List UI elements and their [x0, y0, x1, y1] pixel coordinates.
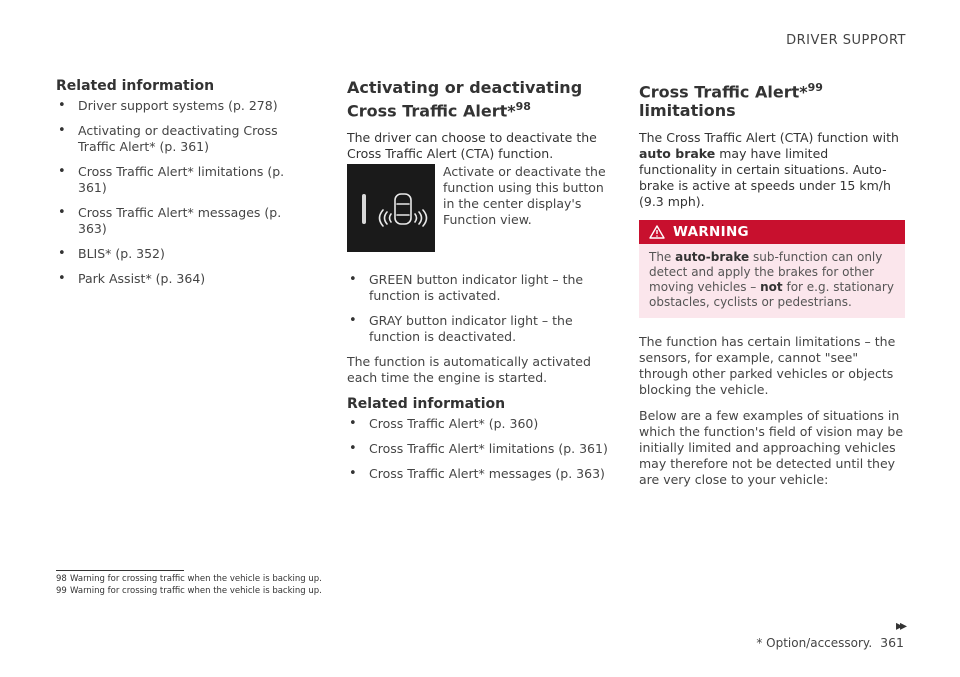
activate-cta-lead: The driver can choose to deactivate the Cross Traffic Alert (CTA) function. — [347, 130, 597, 162]
indicator-states-list — [347, 272, 612, 345]
auto-activation-text: The function is automatically activated each time the engine is started. — [347, 354, 591, 386]
warning-triangle-icon — [649, 225, 665, 239]
related-link-cta[interactable]: • Cross Traffic Alert* (p. 360) — [347, 416, 612, 432]
related-link-park-assist[interactable]: • Park Assist* (p. 364) — [56, 271, 306, 287]
related-info-heading-2: Related information — [347, 396, 506, 413]
cta-function-button-image — [347, 164, 435, 252]
related-link-driver-support[interactable]: • Driver support systems (p. 278) — [56, 98, 306, 114]
related-link-cta-limitations[interactable]: • Cross Traffic Alert* limitations (p. 361) — [56, 164, 306, 196]
footnote-divider — [56, 570, 184, 571]
cta-limitations-column — [639, 78, 905, 498]
cta-limitations-lead: The Cross Traffic Alert (CTA) function with auto brake may have limited functionality in certain situations. Auto-brake is active at speeds under 15 km/h (9.3 mph). — [639, 130, 899, 210]
section-header: DRIVER SUPPORT — [786, 33, 906, 48]
warning-title: WARNING — [673, 224, 749, 241]
warning-header — [639, 220, 905, 244]
field-of-vision-paragraph: Below are a few examples of situations in which the function's field of vision may be initially limited and approaching vehicles may therefore not be detected until they are very close to your vehicle: — [639, 408, 904, 488]
page-footer — [756, 635, 904, 650]
page-number: 361 — [880, 635, 904, 650]
related-info-list — [56, 98, 306, 287]
related-link-cta-limitations-2[interactable]: • Cross Traffic Alert* limitations (p. 361) — [347, 441, 612, 457]
related-info-column — [56, 78, 306, 296]
indicator-light — [362, 194, 366, 224]
related-link-blis[interactable]: • BLIS* (p. 352) — [56, 246, 306, 262]
warning-box — [639, 220, 905, 318]
footnote-ref-99[interactable]: 99 — [807, 81, 823, 94]
activate-cta-column — [347, 78, 612, 491]
related-info-list-2 — [347, 416, 612, 482]
related-info-heading: Related information — [56, 78, 215, 94]
footnote-98: 98 Warning for crossing traffic when the vehicle is backing up. — [56, 574, 322, 584]
related-link-cta-messages[interactable]: • Cross Traffic Alert* messages (p. 363) — [56, 205, 306, 237]
related-link-activate-cta[interactable]: • Activating or deactivating Cross Traffic Alert* (p. 361) — [56, 123, 306, 155]
footnote-99: 99 Warning for crossing traffic when the vehicle is backing up. — [56, 586, 322, 596]
limitations-paragraph: The function has certain limitations – the sensors, for example, cannot "see" through other parked vehicles or objects blocking the vehicle. — [639, 334, 896, 398]
next-page-arrows-icon[interactable]: ▸▸ — [895, 618, 904, 634]
figure-caption: Activate or deactivate the function using this button in the center display's Function view. — [443, 164, 606, 228]
option-accessory-note: * Option/accessory. — [756, 636, 873, 650]
warning-text: The auto-brake sub-function can only detect and apply the brakes for other moving vehicles – not for e.g. stationary obstacles, cyclists or pedestrians. — [649, 250, 894, 310]
cta-limitations-title: Cross Traffic Alert*$^{99}$ limitations — [639, 81, 823, 121]
green-indicator-item: • GREEN button indicator light – the function is activated. — [347, 272, 612, 304]
car-cta-button-icon — [375, 184, 431, 240]
gray-indicator-item: • GRAY button indicator light – the function is deactivated. — [347, 313, 612, 345]
function-button-figure — [347, 164, 612, 252]
footnote-ref-98[interactable]: 98 — [515, 100, 531, 113]
related-link-cta-messages-2[interactable]: • Cross Traffic Alert* messages (p. 363) — [347, 466, 612, 482]
activate-cta-title: Activating or deactivating Cross Traffic Alert*$^{98}$ — [347, 78, 583, 121]
